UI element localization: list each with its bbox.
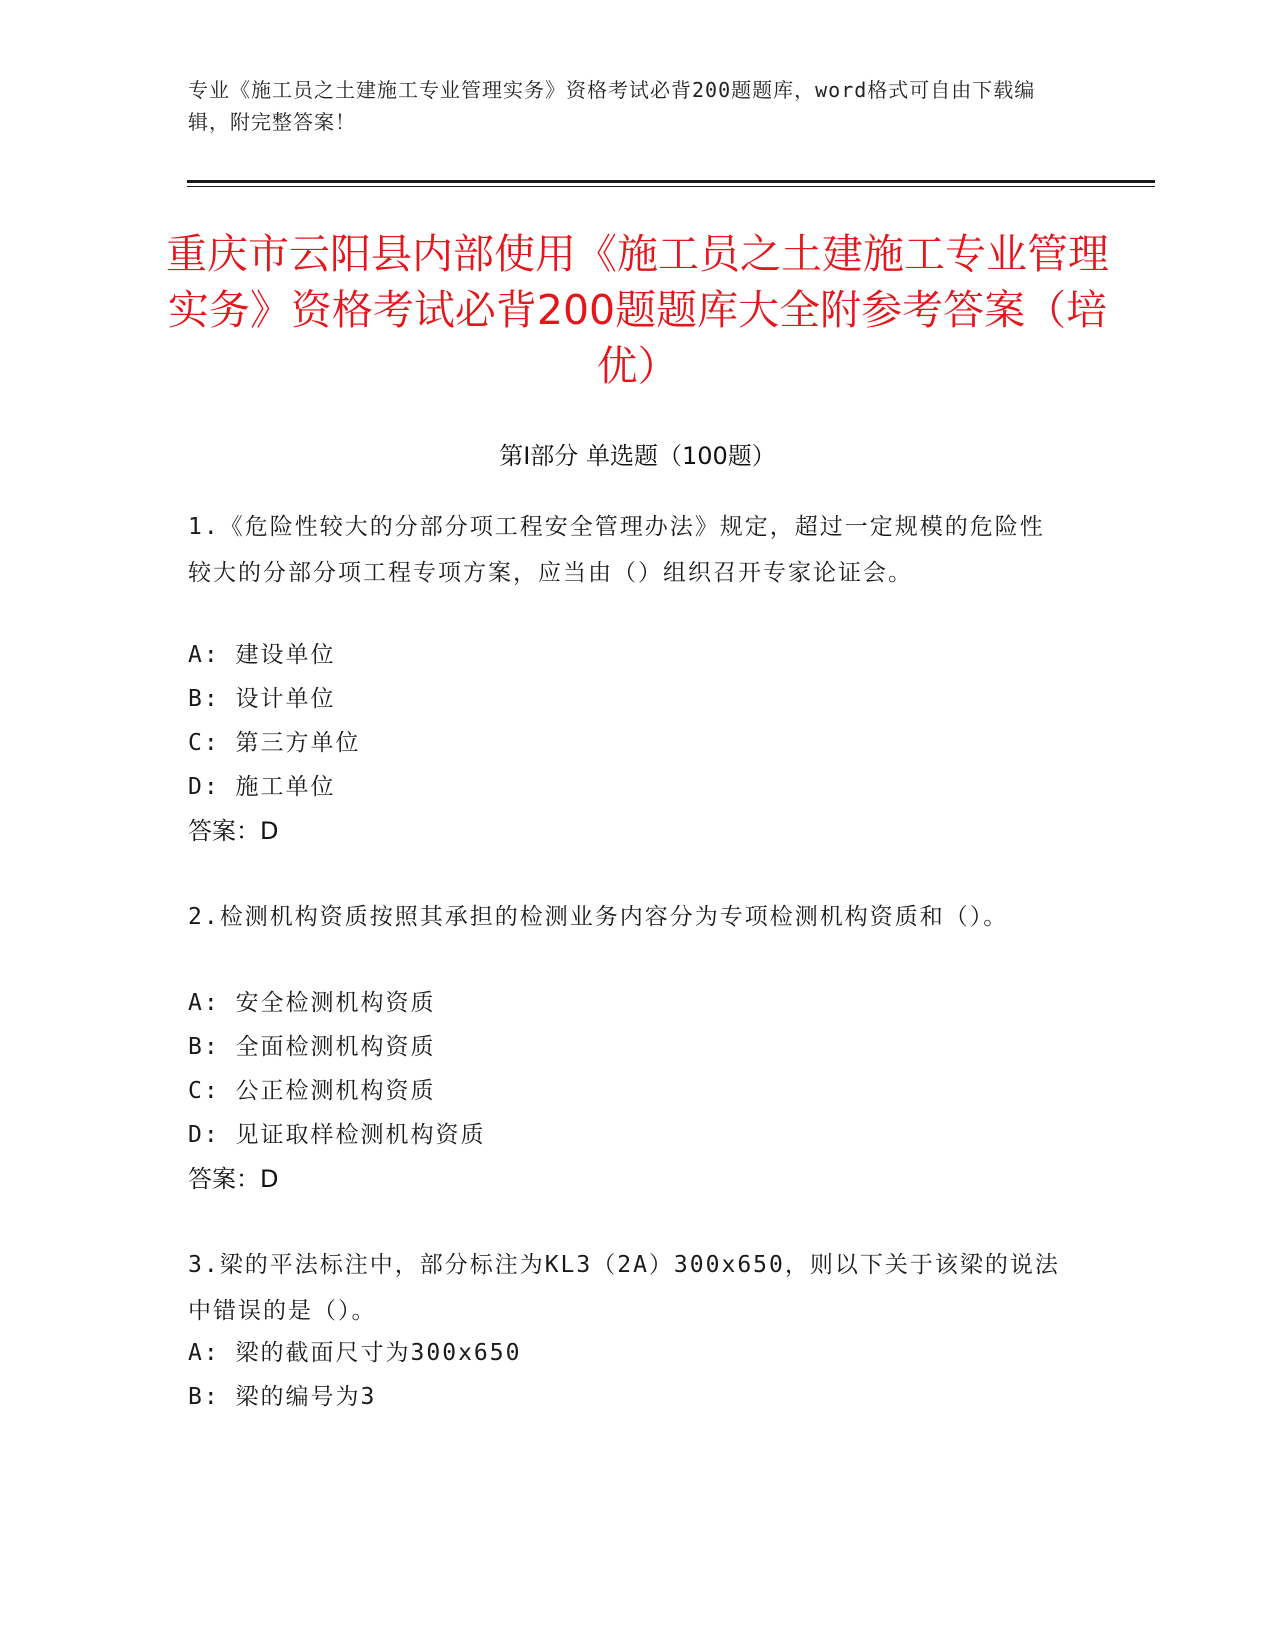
header-note: 专业《施工员之土建施工专业管理实务》资格考试必背200题题库，word格式可自由下载编辑，附完整答案！	[188, 78, 1036, 134]
question-3-option-a: A: 梁的截面尺寸为300x650	[188, 1340, 522, 1366]
question-1-option-b: B: 设计单位	[188, 686, 336, 712]
question-1-option-a: A: 建设单位	[188, 642, 336, 668]
question-2-text: 2.检测机构资质按照其承担的检测业务内容分为专项检测机构资质和（）。	[188, 904, 1009, 930]
question-1-text: 1.《危险性较大的分部分项工程安全管理办法》规定，超过一定规模的危险性较大的分部分项工程专项方案，应当由（）组织召开专家论证会。	[188, 514, 1045, 586]
question-1-option-c: C: 第三方单位	[188, 730, 361, 756]
section-heading: 第I部分 单选题（100题）	[499, 442, 776, 470]
document-title: 重庆市云阳县内部使用《施工员之土建施工专业管理实务》资格考试必背200题题库大全附参考答案（培优）	[166, 230, 1109, 390]
header-divider-thin	[187, 186, 1155, 187]
header-divider-thick	[187, 180, 1155, 183]
question-3-option-b: B: 梁的编号为3	[188, 1384, 377, 1410]
question-2-answer: 答案：D	[188, 1165, 279, 1193]
question-2-option-c: C: 公正检测机构资质	[188, 1078, 436, 1104]
question-1-answer: 答案：D	[188, 817, 279, 845]
question-3-text: 3.梁的平法标注中，部分标注为KL3（2A）300x650，则以下关于该梁的说法中错误的是（）。	[188, 1252, 1060, 1324]
question-2-option-d: D: 见证取样检测机构资质	[188, 1122, 486, 1148]
question-2-option-a: A: 安全检测机构资质	[188, 990, 436, 1016]
question-1-option-d: D: 施工单位	[188, 774, 336, 800]
question-2-option-b: B: 全面检测机构资质	[188, 1034, 436, 1060]
